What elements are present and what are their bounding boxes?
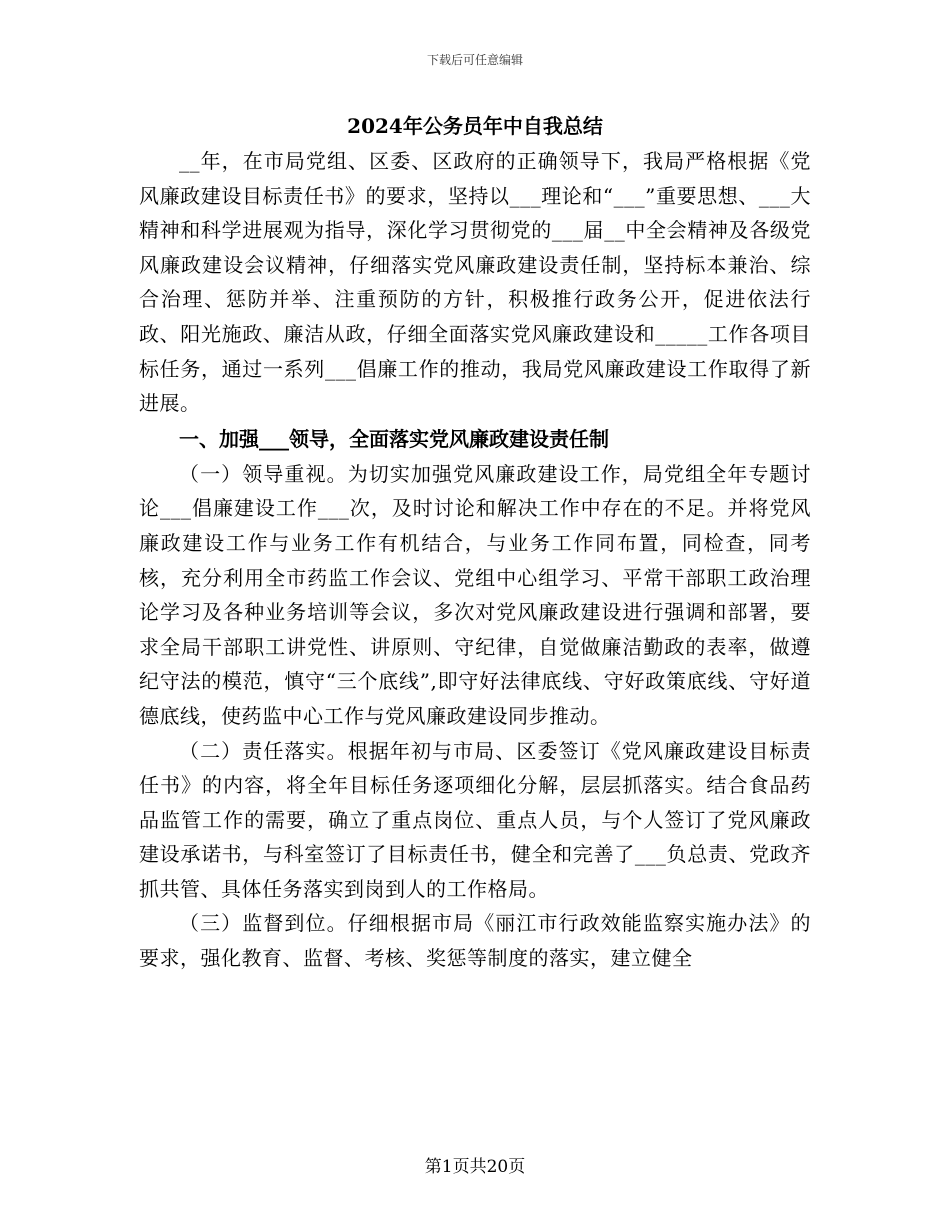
document-body	[139, 108, 811, 976]
page-number: 第1页共20页	[424, 1157, 526, 1177]
paragraph-leadership: （一）领导重视。为切实加强党风廉政建设工作，局党组全年专题讨论___倡廉建设工作___次，及时讨论和解决工作中存在的不足。并将党风廉政建设工作与业务工作有机结合，与业务工作同布置，同检查，同考核，充分利用全市药监工作会议、党组中心组学习、平常干部职工政治理论学习及各种业务培训等会议，多次对党风廉政建设进行强调和部署，要求全局干部职工讲党性、讲原则、守纪律，自觉做廉洁勤政的表率，做遵纪守法的模范，慎守“三个底线”,即守好法律底线、守好政策底线、守好道德底线，使药监中心工作与党风廉政建设同步推动。	[139, 461, 811, 728]
paragraph-responsibility: （二）责任落实。根据年初与市局、区委签订《党风廉政建设目标责任书》的内容，将全年目标任务逐项细化分解，层层抓落实。结合食品药品监管工作的需要，确立了重点岗位、重点人员，与个人签订了党风廉政建设承诺书，与科室签订了目标责任书，健全和完善了___负总责、党政齐抓共管、具体任务落实到岗到人的工作格局。	[139, 738, 811, 901]
paragraph-supervision: （三）监督到位。仔细根据市局《丽江市行政效能监察实施办法》的要求，强化教育、监督、考核、奖惩等制度的落实，建立健全	[139, 911, 811, 971]
page-header-note: 下载后可任意编辑	[426, 53, 523, 67]
section-heading-1: 一、加强___领导，全面落实党风廉政建设责任制	[179, 426, 609, 451]
intro-paragraph: __年，在市局党组、区委、区政府的正确领导下，我局严格根据《党风廉政建设目标责任书》的要求，坚持以___理论和“___”重要思想、___大精神和科学进展观为指导，深化学习贯彻党的___届__中全会精神及各级党风廉政建设会议精神，仔细落实党风廉政建设责任制，坚持标本兼治、综合治理、惩防并举、注重预防的方针，积极推行政务公开，促进依法行政、阳光施政、廉洁从政，仔细全面落实党风廉政建设和_____工作各项目标任务，通过一系列___倡廉工作的推动，我局党风廉政建设工作取得了新进展。	[139, 149, 811, 416]
document-title: 2024年公务员年中自我总结	[347, 114, 603, 138]
